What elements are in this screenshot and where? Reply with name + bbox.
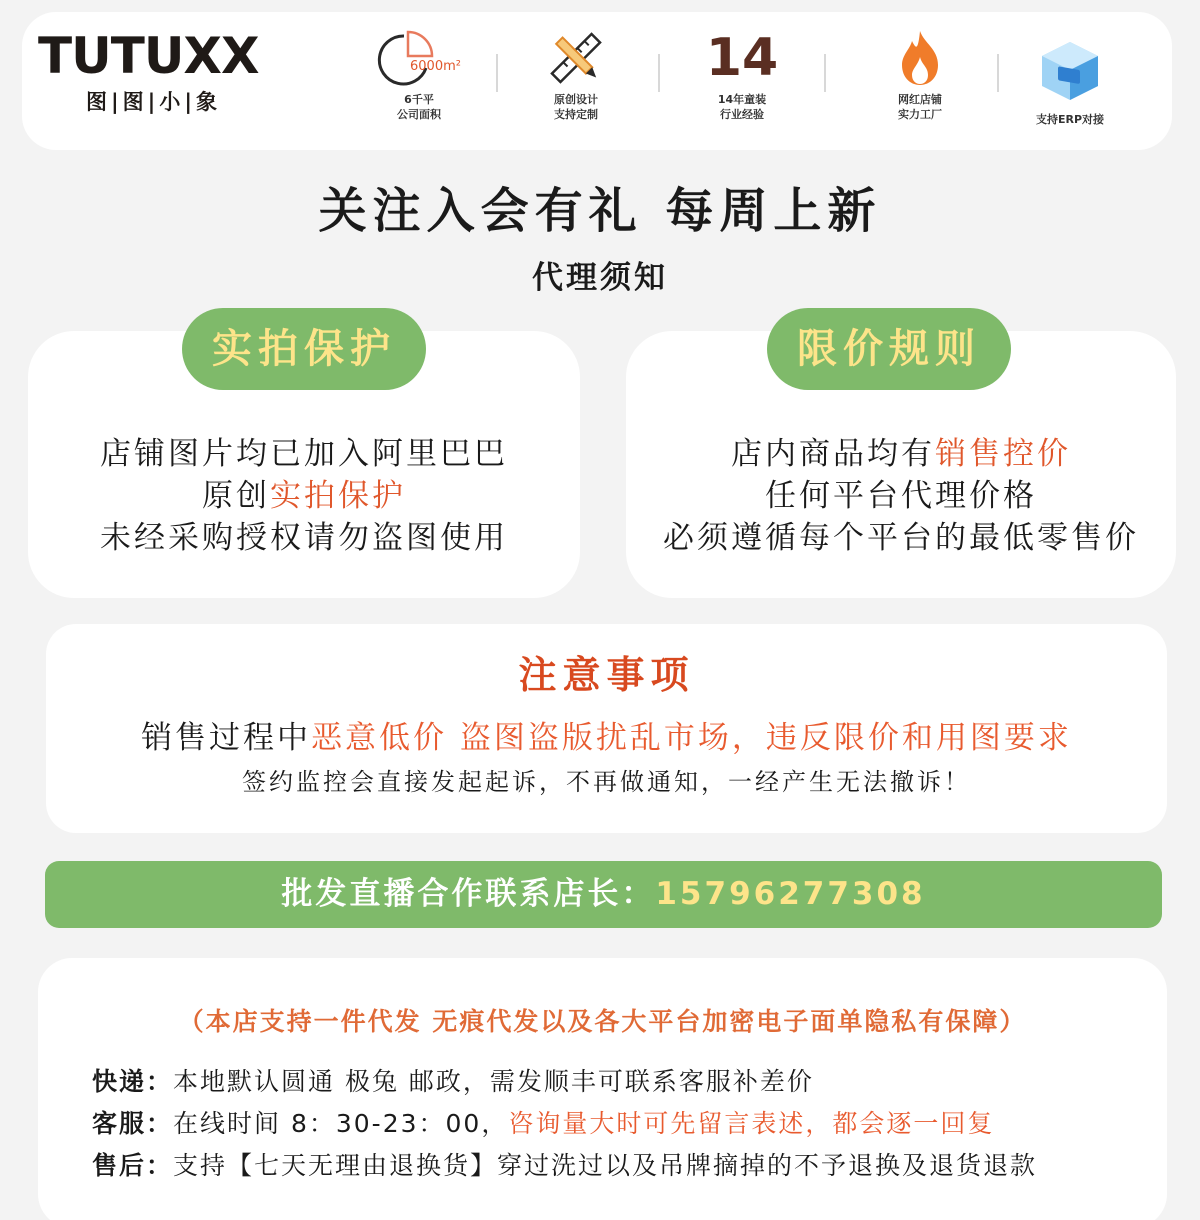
photo-protection-line3: 未经采购授权请勿盗图使用 xyxy=(100,520,508,556)
service-line xyxy=(92,1104,994,1140)
service-highlight: 咨询量大时可先留言表述，都会逐一回复 xyxy=(508,1109,995,1138)
feature-area-line1: 6千平 xyxy=(404,93,434,106)
notice-line2: 签约监控会直接发起起诉，不再做通知，一经产生无法撤诉！ xyxy=(242,768,971,796)
notice-title: 注意事项 xyxy=(518,653,695,697)
feature-area xyxy=(354,24,484,122)
after-sales-line xyxy=(92,1146,1037,1182)
feature-area-line2: 公司面积 xyxy=(397,108,441,121)
price-rules-pill: 限价规则 xyxy=(767,308,1011,390)
shipping-service-card xyxy=(38,958,1167,1220)
divider xyxy=(658,54,660,92)
price-rules-line1: 店内商品均有销售控价 xyxy=(731,436,1071,472)
divider xyxy=(496,54,498,92)
contact-label: 批发直播合作联系店长： xyxy=(281,876,656,912)
after-sales-text: 支持【七天无理由退换货】穿过洗过以及吊牌摘掉的不予退换及退货退款 xyxy=(173,1151,1038,1180)
feature-design-line1: 原创设计 xyxy=(554,93,598,106)
after-sales-label: 售后： xyxy=(92,1151,174,1180)
logo-subtitle: 图|图|小|象 xyxy=(86,90,222,114)
feature-years-line2: 行业经验 xyxy=(720,108,764,121)
price-rules-highlight: 销售控价 xyxy=(935,436,1071,472)
feature-design xyxy=(511,24,641,122)
express-line xyxy=(92,1062,814,1098)
feature-factory-line2: 实力工厂 xyxy=(898,108,942,121)
logo-text: TUTUXX xyxy=(38,27,259,85)
brand-logo xyxy=(38,28,288,116)
contact-bar xyxy=(45,861,1162,928)
feature-erp xyxy=(1005,32,1135,127)
express-text: 本地默认圆通 极兔 邮政，需发顺丰可联系客服补差价 xyxy=(173,1067,814,1096)
divider xyxy=(824,54,826,92)
feature-years-line1: 14年童装 xyxy=(717,93,767,106)
feature-factory-line1: 网红店铺 xyxy=(898,93,942,106)
area-icon xyxy=(354,24,484,92)
photo-protection-pill: 实拍保护 xyxy=(182,308,426,390)
divider xyxy=(997,54,999,92)
photo-protection-highlight: 实拍保护 xyxy=(270,478,406,514)
feature-factory xyxy=(855,24,985,122)
years-icon xyxy=(677,24,807,92)
dropship-note: （本店支持一件代发 无痕代发以及各大平台加密电子面单隐私有保障） xyxy=(178,1007,1027,1036)
price-rules-line3: 必须遵循每个平台的最低零售价 xyxy=(663,520,1139,556)
erp-cube-icon xyxy=(1005,32,1135,112)
feature-erp-line1: 支持ERP对接 xyxy=(1035,113,1105,126)
design-tools-icon xyxy=(511,24,641,92)
feature-design-line2: 支持定制 xyxy=(554,108,598,121)
express-label: 快递： xyxy=(92,1067,174,1096)
flame-icon xyxy=(855,24,985,92)
notice-line1: 销售过程中恶意低价 盗图盗版扰乱市场，违反限价和用图要求 xyxy=(141,720,1072,756)
service-label: 客服： xyxy=(92,1109,174,1138)
price-rules-line2: 任何平台代理价格 xyxy=(765,478,1037,514)
contact-phone[interactable]: 15796277308 xyxy=(655,876,926,912)
years-number: 14 xyxy=(705,28,779,88)
area-icon-text: 6000m² xyxy=(410,59,461,74)
header-card xyxy=(22,12,1172,150)
service-text: 在线时间 8：30-23：00， xyxy=(173,1109,509,1138)
photo-protection-line2: 原创实拍保护 xyxy=(202,478,406,514)
main-title: 关注入会有礼 每周上新 xyxy=(318,183,882,239)
feature-years xyxy=(677,24,807,122)
notice-highlight: 恶意低价 盗图盗版扰乱市场，违反限价和用图要求 xyxy=(311,720,1072,756)
notice-card xyxy=(46,624,1167,833)
sub-title: 代理须知 xyxy=(532,260,668,296)
photo-protection-line1: 店铺图片均已加入阿里巴巴 xyxy=(100,436,508,472)
